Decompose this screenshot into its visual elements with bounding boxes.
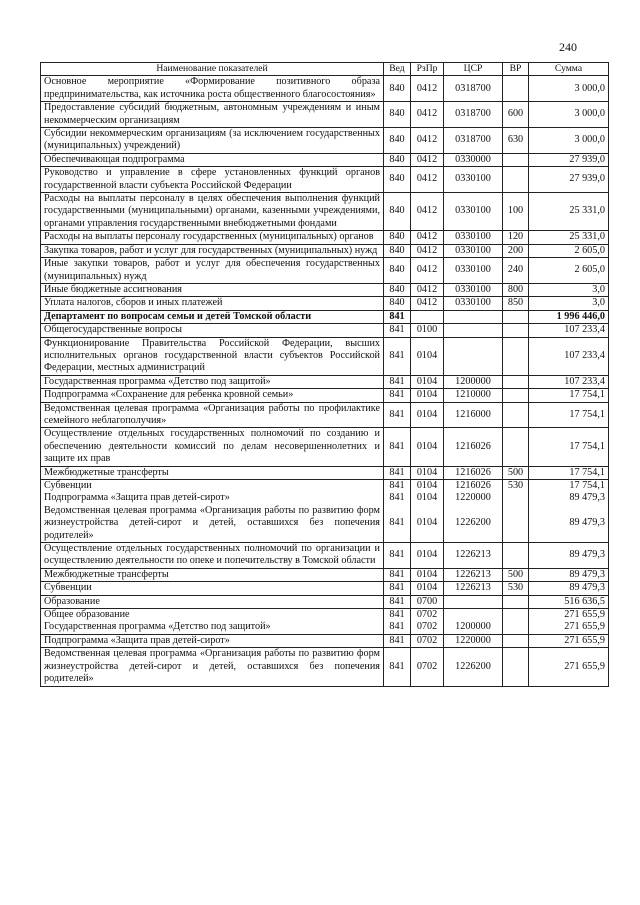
- cell-sum: 3 000,0: [529, 128, 609, 154]
- cell-ved: 841 841: [384, 609, 411, 635]
- table-row: [41, 258, 609, 284]
- cell-rzpr: 0412: [411, 167, 444, 193]
- cell-csr: [444, 337, 503, 375]
- cell-rzpr: [411, 310, 444, 323]
- table-row: [41, 375, 609, 388]
- cell-vr: [503, 609, 529, 635]
- cell-ved: 841: [384, 375, 411, 388]
- cell-ved: 841: [384, 595, 411, 608]
- cell-csr: 0330100: [444, 244, 503, 257]
- cell-name: Иные бюджетные ассигнования: [41, 283, 384, 296]
- cell-sum: 89 479,3: [529, 543, 609, 569]
- cell-sum: 1 996 446,0: [529, 310, 609, 323]
- cell-name: Ведомственная целевая программа «Организация работы по развитию форм жизнеустройства детей-сирот и детей, оставшихся без попечения родителей»: [41, 648, 384, 686]
- cell-ved: 840: [384, 167, 411, 193]
- cell-vr: 530: [503, 480, 529, 543]
- table-row: [41, 609, 609, 635]
- cell-sum: 17 754,1: [529, 389, 609, 402]
- cell-name: Ведомственная целевая программа «Организация работы по профилактике семейного неблагополучия»: [41, 402, 384, 428]
- cell-rzpr: 0104: [411, 466, 444, 479]
- table-row: [41, 310, 609, 323]
- table-row: [41, 568, 609, 581]
- table-row: [41, 337, 609, 375]
- cell-vr: 500: [503, 466, 529, 479]
- cell-csr: 1226213: [444, 568, 503, 581]
- cell-ved: 841 841 841: [384, 480, 411, 543]
- cell-ved: 841: [384, 402, 411, 428]
- cell-rzpr: 0702: [411, 648, 444, 686]
- table-body: [41, 76, 609, 686]
- table-row: [41, 231, 609, 244]
- cell-sum: 27 939,0: [529, 153, 609, 166]
- cell-vr: 500: [503, 568, 529, 581]
- cell-vr: [503, 76, 529, 102]
- cell-csr: 1226213: [444, 582, 503, 595]
- cell-sum: 25 331,0: [529, 231, 609, 244]
- cell-csr: 1226200: [444, 648, 503, 686]
- col-header-csr: ЦСР: [444, 63, 503, 76]
- cell-vr: [503, 324, 529, 337]
- cell-rzpr: 0702: [411, 634, 444, 647]
- table-row: [41, 297, 609, 310]
- cell-name: Субсидии некоммерческим организациям (за исключением государственных (муниципальных) учреждений): [41, 128, 384, 154]
- cell-rzpr: 0412: [411, 283, 444, 296]
- cell-sum: 89 479,3: [529, 568, 609, 581]
- cell-name: Уплата налогов, сборов и иных платежей: [41, 297, 384, 310]
- cell-sum: 17 754,1 89 479,3 89 479,3: [529, 480, 609, 543]
- cell-name: Иные закупки товаров, работ и услуг для обеспечения государственных (муниципальных) нужд: [41, 258, 384, 284]
- cell-vr: [503, 648, 529, 686]
- cell-rzpr: 0104: [411, 375, 444, 388]
- cell-ved: 840: [384, 193, 411, 231]
- cell-rzpr: 0702 0702: [411, 609, 444, 635]
- table-row: [41, 128, 609, 154]
- cell-sum: 2 605,0: [529, 244, 609, 257]
- cell-sum: 3,0: [529, 283, 609, 296]
- cell-rzpr: 0104: [411, 543, 444, 569]
- cell-vr: [503, 543, 529, 569]
- cell-csr: 0318700: [444, 76, 503, 102]
- cell-csr: [444, 310, 503, 323]
- cell-vr: [503, 595, 529, 608]
- table-row: [41, 595, 609, 608]
- cell-ved: 840: [384, 283, 411, 296]
- cell-vr: 200: [503, 244, 529, 257]
- cell-vr: 600: [503, 102, 529, 128]
- cell-sum: 2 605,0: [529, 258, 609, 284]
- cell-sum: 17 754,1: [529, 466, 609, 479]
- cell-ved: 840: [384, 128, 411, 154]
- cell-ved: 841: [384, 582, 411, 595]
- cell-name: Руководство и управление в сфере установленных функций органов государственной власти субъекта Российской Федерации: [41, 167, 384, 193]
- cell-csr: 0330100: [444, 231, 503, 244]
- cell-rzpr: 0104: [411, 402, 444, 428]
- cell-ved: 840: [384, 102, 411, 128]
- cell-sum: 271 655,9 271 655,9: [529, 609, 609, 635]
- col-header-sum: Сумма: [529, 63, 609, 76]
- col-header-vr: ВР: [503, 63, 529, 76]
- cell-name: Межбюджетные трансферты: [41, 466, 384, 479]
- table-row: [41, 480, 609, 543]
- cell-csr: [444, 324, 503, 337]
- col-header-ved: Вед: [384, 63, 411, 76]
- cell-vr: 630: [503, 128, 529, 154]
- cell-name: Предоставление субсидий бюджетным, автономным учреждениям и иным некоммерческим организациям: [41, 102, 384, 128]
- cell-sum: 107 233,4: [529, 375, 609, 388]
- cell-vr: 530: [503, 582, 529, 595]
- cell-vr: 100: [503, 193, 529, 231]
- cell-rzpr: 0104: [411, 389, 444, 402]
- cell-sum: 516 636,5: [529, 595, 609, 608]
- cell-rzpr: 0104: [411, 428, 444, 466]
- cell-sum: 17 754,1: [529, 428, 609, 466]
- table-row: [41, 543, 609, 569]
- cell-csr: 0330100: [444, 297, 503, 310]
- cell-csr: 1200000: [444, 609, 503, 635]
- cell-name: Расходы на выплаты персоналу государственных (муниципальных) органов: [41, 231, 384, 244]
- cell-rzpr: 0412: [411, 153, 444, 166]
- cell-csr: 1200000: [444, 375, 503, 388]
- cell-sum: 3 000,0: [529, 102, 609, 128]
- cell-csr: 0330000: [444, 153, 503, 166]
- cell-csr: 1216026: [444, 428, 503, 466]
- table-row: [41, 582, 609, 595]
- cell-name: Расходы на выплаты персоналу в целях обеспечения выполнения функций государственными (муниципальными) органами, казенными учреждениями, органами управления государственными внебюджетными фондами: [41, 193, 384, 231]
- cell-name: Основное мероприятие «Формирование позитивного образа предпринимательства, как источника роста общественного благосостояния»: [41, 76, 384, 102]
- cell-ved: 840: [384, 153, 411, 166]
- cell-ved: 841: [384, 428, 411, 466]
- table-row: [41, 648, 609, 686]
- cell-name: Осуществление отдельных государственных полномочий по созданию и обеспечению деятельности комиссий по делам несовершеннолетних и защите их прав: [41, 428, 384, 466]
- cell-name: Функционирование Правительства Российской Федерации, высших исполнительных органов государственной власти субъектов Российской Федерации, местных администраций: [41, 337, 384, 375]
- table-row: [41, 76, 609, 102]
- page-number: 240: [559, 40, 577, 54]
- table-row: [41, 193, 609, 231]
- cell-vr: [503, 153, 529, 166]
- cell-vr: [503, 428, 529, 466]
- cell-rzpr: 0100: [411, 324, 444, 337]
- cell-vr: 120: [503, 231, 529, 244]
- cell-csr: 0330100: [444, 283, 503, 296]
- cell-vr: [503, 337, 529, 375]
- cell-vr: [503, 310, 529, 323]
- cell-vr: [503, 634, 529, 647]
- cell-sum: 25 331,0: [529, 193, 609, 231]
- table-row: [41, 428, 609, 466]
- cell-name: Осуществление отдельных государственных полномочий по организации и осуществлению деятельности по опеке и попечительству в Томской области: [41, 543, 384, 569]
- cell-rzpr: 0104 0104 0104: [411, 480, 444, 543]
- cell-rzpr: 0104: [411, 582, 444, 595]
- cell-ved: 841: [384, 389, 411, 402]
- cell-rzpr: 0104: [411, 337, 444, 375]
- cell-name: Обеспечивающая подпрограмма: [41, 153, 384, 166]
- cell-vr: [503, 375, 529, 388]
- cell-ved: 841: [384, 543, 411, 569]
- cell-rzpr: 0412: [411, 193, 444, 231]
- cell-ved: 840: [384, 297, 411, 310]
- cell-name: Подпрограмма «Сохранение для ребенка кровной семьи»: [41, 389, 384, 402]
- cell-sum: 3,0: [529, 297, 609, 310]
- cell-sum: 107 233,4: [529, 337, 609, 375]
- cell-ved: 841: [384, 568, 411, 581]
- table-row: [41, 466, 609, 479]
- cell-vr: [503, 389, 529, 402]
- cell-rzpr: 0700: [411, 595, 444, 608]
- cell-rzpr: 0412: [411, 76, 444, 102]
- cell-name: Образование: [41, 595, 384, 608]
- cell-rzpr: 0104: [411, 568, 444, 581]
- cell-name: Межбюджетные трансферты: [41, 568, 384, 581]
- cell-csr: 1216026: [444, 466, 503, 479]
- table-row: [41, 402, 609, 428]
- table-row: [41, 167, 609, 193]
- cell-csr: [444, 595, 503, 608]
- cell-rzpr: 0412: [411, 244, 444, 257]
- cell-name: Закупка товаров, работ и услуг для государственных (муниципальных) нужд: [41, 244, 384, 257]
- cell-name: Субвенции: [41, 582, 384, 595]
- cell-ved: 840: [384, 76, 411, 102]
- cell-name: Департамент по вопросам семьи и детей Томской области: [41, 310, 384, 323]
- cell-vr: [503, 402, 529, 428]
- cell-ved: 841: [384, 466, 411, 479]
- cell-csr: 1226213: [444, 543, 503, 569]
- cell-csr: 0318700: [444, 102, 503, 128]
- cell-vr: 240: [503, 258, 529, 284]
- cell-ved: 841: [384, 648, 411, 686]
- cell-sum: 3 000,0: [529, 76, 609, 102]
- cell-sum: 89 479,3: [529, 582, 609, 595]
- cell-name: Государственная программа «Детство под защитой»: [41, 375, 384, 388]
- cell-rzpr: 0412: [411, 102, 444, 128]
- cell-name: Подпрограмма «Защита прав детей-сирот»: [41, 634, 384, 647]
- cell-rzpr: 0412: [411, 231, 444, 244]
- budget-table: [40, 62, 609, 687]
- cell-csr: 0330100: [444, 167, 503, 193]
- cell-name: Общегосударственные вопросы: [41, 324, 384, 337]
- table-row: [41, 102, 609, 128]
- cell-sum: 27 939,0: [529, 167, 609, 193]
- cell-csr: 1210000: [444, 389, 503, 402]
- cell-rzpr: 0412: [411, 258, 444, 284]
- cell-csr: 0330100: [444, 258, 503, 284]
- table-row: [41, 324, 609, 337]
- cell-ved: 840: [384, 244, 411, 257]
- table-header-row: [41, 63, 609, 76]
- cell-sum: 107 233,4: [529, 324, 609, 337]
- cell-csr: 1216026 1220000 1226200: [444, 480, 503, 543]
- col-header-name: Наименование показателей: [41, 63, 384, 76]
- cell-ved: 840: [384, 231, 411, 244]
- table-row: [41, 244, 609, 257]
- cell-sum: 271 655,9: [529, 634, 609, 647]
- cell-csr: 1220000: [444, 634, 503, 647]
- table-row: [41, 634, 609, 647]
- cell-ved: 840: [384, 258, 411, 284]
- cell-vr: 850: [503, 297, 529, 310]
- cell-name: Общее образование Государственная программа «Детство под защитой»: [41, 609, 384, 635]
- cell-name: Субвенции Подпрограмма «Защита прав детей-сирот» Ведомственная целевая программа «Организация работы по развитию форм жизнеустройства детей-сирот и детей, оставшихся без попечения родителей»: [41, 480, 384, 543]
- cell-csr: 1216000: [444, 402, 503, 428]
- cell-vr: [503, 167, 529, 193]
- table-row: [41, 283, 609, 296]
- table-row: [41, 153, 609, 166]
- cell-ved: 841: [384, 310, 411, 323]
- cell-sum: 271 655,9: [529, 648, 609, 686]
- cell-csr: 0330100: [444, 193, 503, 231]
- cell-sum: 17 754,1: [529, 402, 609, 428]
- cell-ved: 841: [384, 337, 411, 375]
- col-header-rzpr: РзПр: [411, 63, 444, 76]
- cell-vr: 800: [503, 283, 529, 296]
- cell-rzpr: 0412: [411, 128, 444, 154]
- cell-ved: 841: [384, 634, 411, 647]
- cell-ved: 841: [384, 324, 411, 337]
- cell-rzpr: 0412: [411, 297, 444, 310]
- cell-csr: 0318700: [444, 128, 503, 154]
- table-row: [41, 389, 609, 402]
